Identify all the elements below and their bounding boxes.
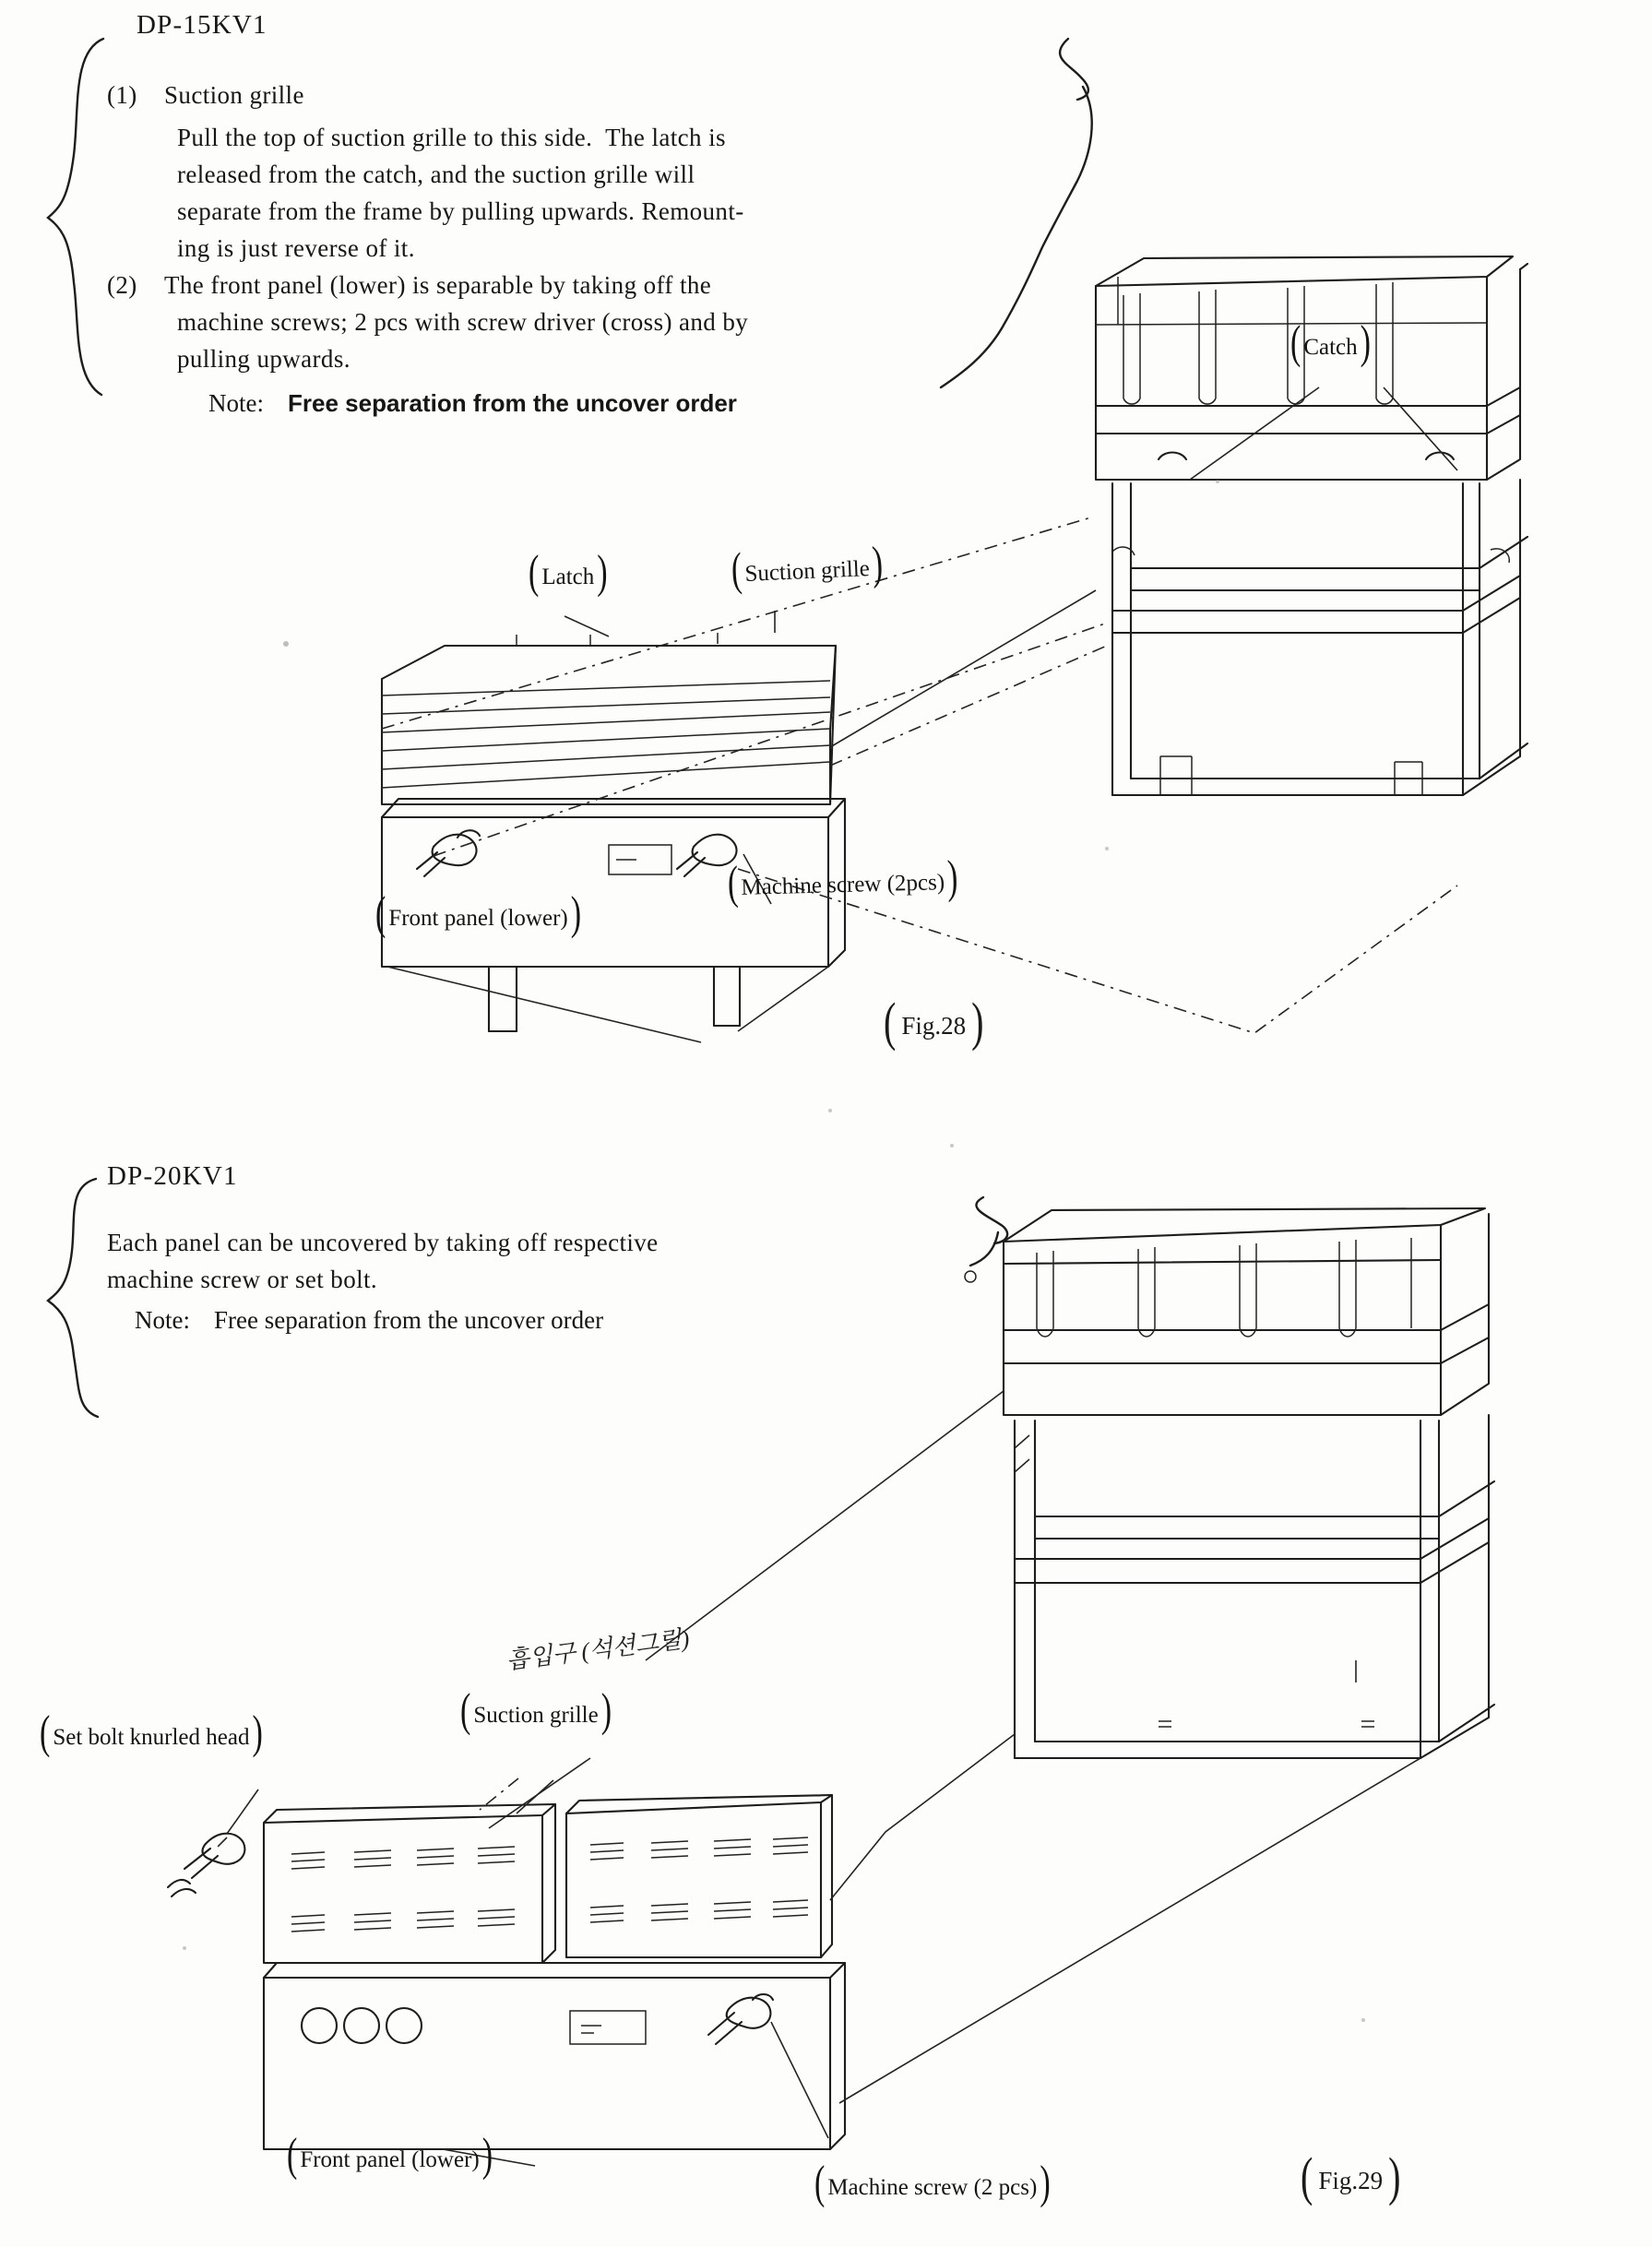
- brace-section-1: [48, 39, 103, 395]
- fig28-machine-screws: [417, 830, 737, 876]
- note-label-2: Note:: [135, 1306, 190, 1334]
- fig29-front-panel-lower: [264, 1963, 845, 2149]
- callout-front-panel-lower-fig28: [373, 888, 584, 940]
- item-1-line-4: ing is just reverse of it.: [177, 234, 415, 262]
- paren-open: (: [287, 2130, 298, 2182]
- item-1-line-2: released from the catch, and the suction grille will: [177, 160, 695, 188]
- item-1-title: Suction grille: [164, 81, 304, 109]
- fig29-cabinet: [1004, 1208, 1494, 1758]
- section2-line-2: machine screw or set bolt.: [107, 1266, 378, 1293]
- paren-open: (: [40, 1707, 51, 1759]
- callout-front-panel-lower-fig29: [284, 2130, 495, 2182]
- paren-open: (: [727, 857, 740, 910]
- item-1-line-3: separate from the frame by pulling upwards. Remount-: [177, 197, 744, 225]
- paren-close: ): [971, 991, 984, 1052]
- section2-line-1: Each panel can be uncovered by taking off respective: [107, 1229, 659, 1256]
- model-title-dp15kv1: DP-15KV1: [137, 10, 267, 40]
- callout-set-bolt: [37, 1707, 266, 1759]
- paren-open: (: [730, 544, 743, 597]
- callout-latch-label: Latch: [541, 565, 595, 589]
- paren-close: ): [481, 2130, 493, 2182]
- note-text-1: Free separation from the uncover order: [288, 389, 737, 417]
- callout-latch: [526, 547, 611, 599]
- fig29-grille-panels: [264, 1795, 832, 1963]
- note-label-1: Note:: [208, 389, 264, 417]
- callout-machine-screw-label-2: Machine screw (2 pcs): [827, 2175, 1038, 2200]
- paren-open: (: [529, 547, 540, 599]
- item-2-number: (2): [107, 271, 137, 299]
- callout-suction-grille-label-2: Suction grille: [473, 1703, 599, 1728]
- figure-28-text: Fig.28: [901, 1012, 967, 1040]
- callout-set-bolt-label: Set bolt knurled head: [53, 1725, 250, 1750]
- figure-29-text: Fig.29: [1318, 2167, 1384, 2194]
- handwritten-annotation: 흡입구 (석션그릴): [505, 1624, 691, 1675]
- fig29-set-bolt: [168, 1834, 244, 1896]
- fig29-machine-screws: [708, 1994, 773, 2044]
- item-2-line-3: pulling upwards.: [177, 345, 351, 373]
- paren-close: ): [871, 538, 885, 590]
- paren-open: (: [375, 888, 386, 940]
- item-1-number: (1): [107, 81, 137, 109]
- paren-close: ): [600, 1685, 612, 1737]
- paren-close: ): [597, 547, 608, 599]
- callout-machine-screw-label: Machine screw (2pcs): [741, 870, 945, 900]
- callout-front-panel-label: Front panel (lower): [388, 906, 568, 931]
- item-1-line-1: Pull the top of suction grille to this side. The latch is: [177, 124, 726, 151]
- callout-suction-grille-label: Suction grille: [743, 556, 871, 587]
- fig29-leaders: [214, 1391, 1420, 2166]
- paren-close: ): [946, 851, 959, 904]
- paren-close: ): [252, 1707, 263, 1759]
- item-2-line-1: The front panel (lower) is separable by taking off the: [164, 271, 712, 299]
- paren-open: (: [884, 991, 897, 1052]
- paren-open: (: [1290, 317, 1301, 369]
- callout-suction-grille-fig29: [458, 1685, 614, 1737]
- paren-close: ): [1388, 2146, 1401, 2207]
- figure-label-28: [878, 991, 989, 1052]
- callout-machine-screw-fig28: [725, 851, 961, 910]
- paren-open: (: [814, 2158, 826, 2209]
- callout-machine-screw-fig29: [812, 2158, 1053, 2209]
- note-text-2: Free separation from the uncover order: [214, 1306, 604, 1334]
- paren-close: ): [1360, 317, 1371, 369]
- paren-open: (: [460, 1685, 471, 1737]
- callout-front-panel-label-2: Front panel (lower): [300, 2147, 480, 2172]
- brace-section-1-right: [941, 39, 1092, 387]
- figure-label-29: [1295, 2146, 1406, 2207]
- callout-suction-grille-fig28: [728, 538, 886, 597]
- model-title-dp20kv1: DP-20KV1: [107, 1161, 238, 1191]
- brace-section-2-right: [965, 1197, 1007, 1282]
- callout-catch-label: Catch: [1303, 335, 1358, 360]
- fig28-leaders: [382, 387, 1457, 1042]
- brace-section-2: [48, 1179, 98, 1417]
- paren-open: (: [1301, 2146, 1313, 2207]
- paren-close: ): [570, 888, 582, 940]
- callout-catch: [1288, 317, 1373, 369]
- paren-close: ): [1040, 2158, 1051, 2209]
- fig28-suction-grille: [382, 633, 836, 804]
- item-2-line-2: machine screws; 2 pcs with screw driver (cross) and by: [177, 308, 749, 336]
